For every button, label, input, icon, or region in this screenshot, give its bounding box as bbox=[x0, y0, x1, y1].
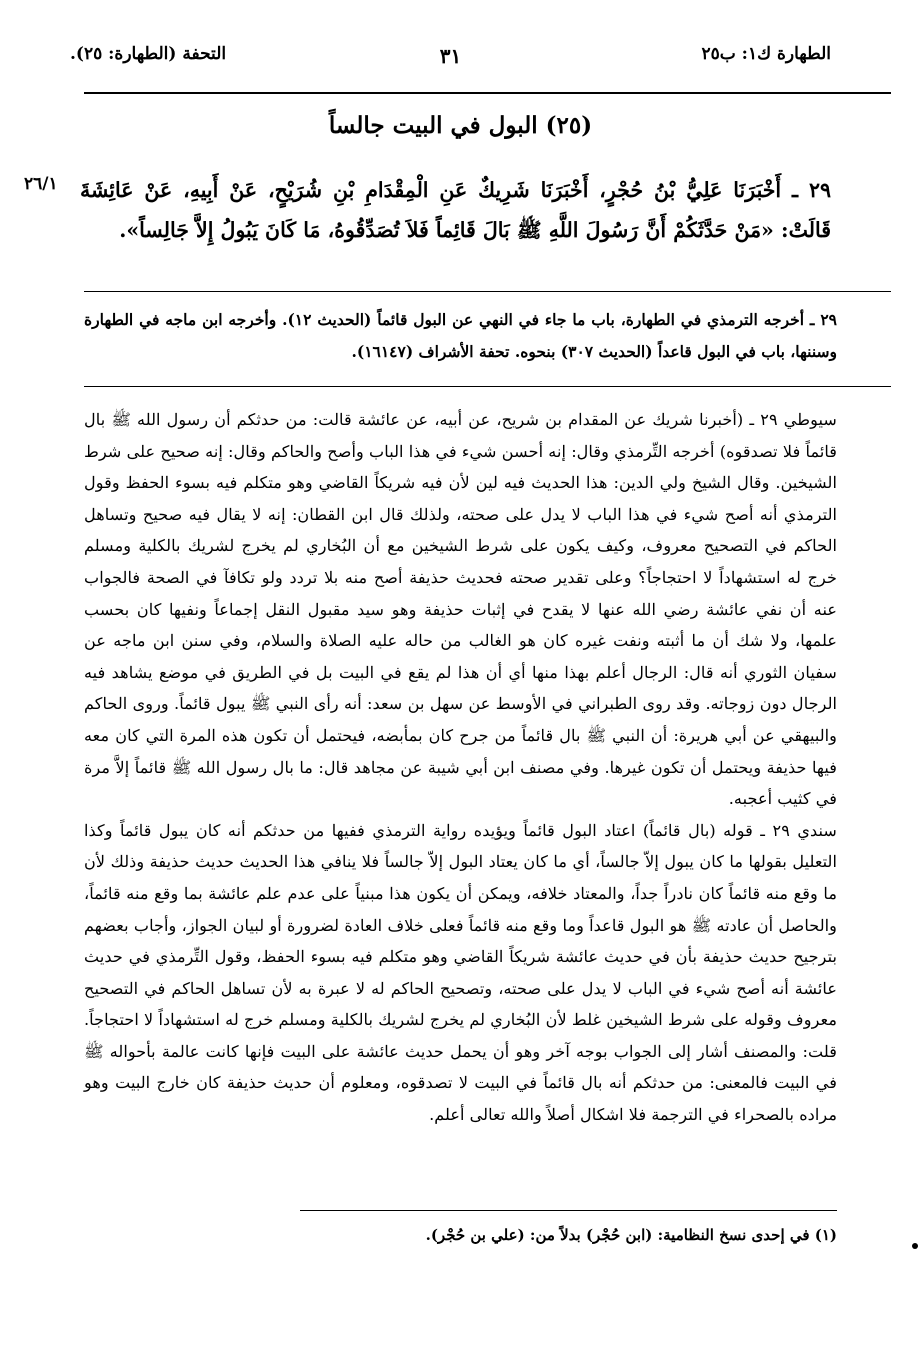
header-chapter-ref: الطهارة ك١: ب٢٥ bbox=[701, 44, 831, 64]
header-rule bbox=[84, 92, 891, 94]
hadith-text: ٢٩ ـ أَخْبَرَنَا عَلِيُّ بْنُ حُجْرٍ، أَخْبَرَنَا شَرِيكٌ عَنِ الْمِقْدَامِ بْنِ شُرَيْحٍ، عَنْ أَبِيهِ، عَنْ عَائِشَةَ قَالَتْ: «مَنْ حَدَّثَكُمْ أَنَّ رَسُولَ اللَّهِ ﷺ بَالَ قَائِماً فَلاَ تُصَدِّقُوهُ، مَا كَانَ يَبُولُ إِلاَّ جَالِساً». bbox=[80, 178, 831, 242]
footnote-divider bbox=[300, 1210, 837, 1211]
commentary-section bbox=[84, 404, 837, 1131]
running-header bbox=[70, 44, 831, 84]
footnote: (١) في إحدى نسخ النظامية: (ابن حُجْر) بدلاً من: (علي بن حُجْر). bbox=[425, 1226, 837, 1244]
commentary-divider bbox=[84, 386, 891, 387]
sindi-commentary: سندي ٢٩ ـ قوله (بال قائماً) اعتاد البول قائماً ويؤيده رواية الترمذي ففيها من حدثكم أنه كان يبول قائماً وكذا التعليل بقولها ما كان يبول إلاّ جالساً، أي ما كان يعتاد البول إلاّ جالساً فلا ينافي هذا الحديث حديث حذيفة وذلك لأن ما وقع منه قائماً كان نادراً جداً، والمعتاد خلافه، ويمكن أن يكون هذا مبنياً على عدم علم عائشة بما وقع منه قائماً، والحاصل أن عادته ﷺ هو البول قاعداً وما وقع منه قائماً فعلى خلاف العادة لضرورة أو لبيان الجواز، وأجاب بعضهم بترجيح حديث حذيفة بأن في حديث عائشة شريكاً القاضي وهو متكلم فيه بسوء الحفظ، وقول التِّرمذي في حديث عائشة أنه أصح شيء في الباب لا يدل على صحته، وتصحيح الحاكم له لا عبرة به لأن تساهل الحاكم في التصحيح معروف وقوله على شرط الشيخين غلط لأن البُخاري لم يخرج لشريك بالكلية ومسلم خرج له استشهاداً لا احتجاجاً. قلت: والمصنف أشار إلى الجواب بوجه آخر وهو أن يحمل حديث عائشة على البيت فإنها كانت عالمة بأحواله ﷺ في البيت فالمعنى: من حدثكم أنه بال قائماً في البيت لا تصدقوه، ومعلوم أن حديث حذيفة كان خارج البيت وهو مراده بالصحراء في الترجمة فلا اشكال أصلاً والله تعالى أعلم. bbox=[84, 820, 837, 1125]
suyuti-commentary: سيوطي ٢٩ ـ (أخبرنا شريك عن المقدام بن شريح، عن أبيه، عن عائشة قالت: من حدثكم أن رسول الله ﷺ بال قائماً فلا تصدقوه) أخرجه التِّرمذي وقال: إنه أحسن شيء في هذا الباب وأصح والحاكم وقال: إنه صحيح على شرط الشيخين. وقال الشيخ ولي الدين: هذا الحديث فيه لين لأن فيه شريكاً القاضي وهو متكلم فيه بسوء الحفظ وقول الترمذي أنه أصح شيء في هذا الباب لا يدل على صحته، ولذلك قال ابن القطان: إنه لا يقال فيه صحيح وتساهل الحاكم في التصحيح معروف، وكيف يكون على شرط الشيخين مع أن البُخاري لم يخرج لشريك بالكلية ومسلم خرج له استشهاداً لا احتجاجاً؟ وعلى تقدير صحته فحديث حذيفة أصح منه بلا تردد ولو تكافآ في الصحة فالجواب عنه أن نفي عائشة رضي الله عنها لا يقدح في إثبات حذيفة وهو سيد مقبول النقل إجماعاً ونفيها كان بحسب علمها، ولا شك أن ما أثبته ونفت غيره كان هو الغالب من حاله عليه الصلاة والسلام، وفي سنن ابن ماجه عن سفيان الثوري أنه قال: الرجال أعلم بهذا منها أي أن هذا لم يقع في البيت بل في الطريق في موضع يشاهد فيه الرجال دون زوجاته. وقد روى الطبراني في الأوسط عن سهل بن سعد: أنه رأى النبي ﷺ يبول قائماً. وروى الحاكم والبيهقي عن أبي هريرة: أن النبي ﷺ بال قائماً من جرح كان بمأبضه، فيحتمل أن تكون هذه المرة التي كان معه فيها حذيفة ويحتمل أن تكون غيرها. وفي مصنف ابن أبي شيبة عن مجاهد قال: ما بال رسول الله ﷺ قائماً إلاَّ مرة في كثيب أعجبه. bbox=[84, 410, 837, 809]
scan-mark bbox=[912, 1243, 918, 1249]
header-tuhfa-ref: التحفة (الطهارة: ٢٥). bbox=[70, 44, 227, 64]
chapter-title: (٢٥) البول في البيت جالساً bbox=[328, 112, 593, 139]
page-number: ٣١ bbox=[439, 44, 462, 68]
hadith-divider bbox=[84, 291, 891, 292]
takhrij-note: ٢٩ ـ أخرجه الترمذي في الطهارة، باب ما جاء في النهي عن البول قائماً (الحديث ١٢). وأخرجه ابن ماجه في الطهارة وسننها، باب في البول قاعداً (الحديث ٣٠٧) بنحوه. تحفة الأشراف (١٦١٤٧). bbox=[84, 310, 837, 361]
margin-reference: ٢٦/١ bbox=[24, 174, 58, 194]
